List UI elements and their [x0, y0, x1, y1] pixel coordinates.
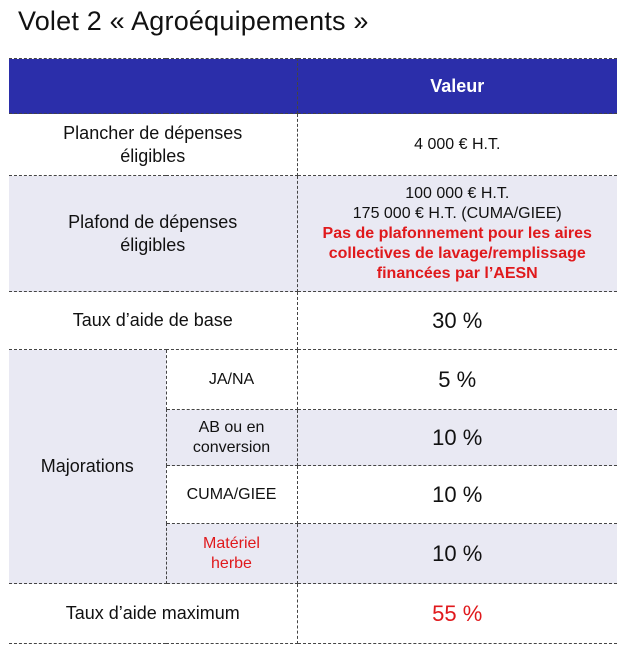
plafond-value	[297, 176, 617, 292]
plafond-label-line1: Plafond de dépenses	[68, 212, 238, 232]
taux-max-label: Taux d’aide maximum	[9, 584, 297, 644]
taux-base-value: 30 %	[297, 292, 617, 350]
majoration-ab-label	[166, 410, 297, 466]
taux-base-label: Taux d’aide de base	[9, 292, 297, 350]
majoration-cuma-label-line1: CUMA/GIEE	[186, 485, 277, 503]
plafond-value-line2: 175 000 € H.T. (CUMA/GIEE)	[352, 204, 562, 222]
majorations-label: Majorations	[9, 350, 166, 584]
majoration-herbe-label-line2: herbe	[211, 554, 252, 572]
row-taux-max	[9, 584, 617, 644]
plancher-value: 4 000 € H.T.	[297, 114, 617, 176]
plafond-label-line2: éligibles	[120, 234, 186, 255]
majoration-herbe-value: 10 %	[297, 524, 617, 584]
table-header-row	[9, 59, 617, 114]
plafond-note-line3: financées par l’AESN	[376, 264, 538, 282]
plancher-label	[9, 114, 297, 176]
row-plancher	[9, 114, 617, 176]
majoration-ab-label-line1: AB ou en	[198, 418, 265, 436]
majoration-cuma-label	[166, 466, 297, 524]
plafond-note-line2: collectives de lavage/remplissage	[328, 244, 586, 262]
majoration-herbe-label	[166, 524, 297, 584]
page-title: Volet 2 « Agroéquipements »	[18, 6, 369, 36]
majoration-ja-value: 5 %	[297, 350, 617, 410]
majoration-ja-label	[166, 350, 297, 410]
plafond-note-line1: Pas de plafonnement pour les aires	[322, 224, 592, 242]
header-value: Valeur	[297, 59, 617, 114]
row-plafond	[9, 176, 617, 292]
majoration-ab-value: 10 %	[297, 410, 617, 466]
majoration-ja-label-line1: JA/NA	[208, 370, 255, 388]
row-majoration-ja	[9, 350, 617, 410]
taux-max-value: 55 %	[297, 584, 617, 644]
aid-table	[9, 58, 617, 644]
plancher-label-line2: éligibles	[120, 145, 186, 166]
majoration-ab-label-line2: conversion	[192, 438, 271, 456]
majoration-cuma-value: 10 %	[297, 466, 617, 524]
row-taux-base	[9, 292, 617, 350]
plancher-label-line1: Plancher de dépenses	[63, 123, 243, 143]
plafond-value-line1: 100 000 € H.T.	[405, 184, 510, 202]
header-empty-cell	[9, 59, 297, 114]
plafond-label	[9, 176, 297, 292]
majoration-herbe-label-line1: Matériel	[203, 534, 260, 552]
